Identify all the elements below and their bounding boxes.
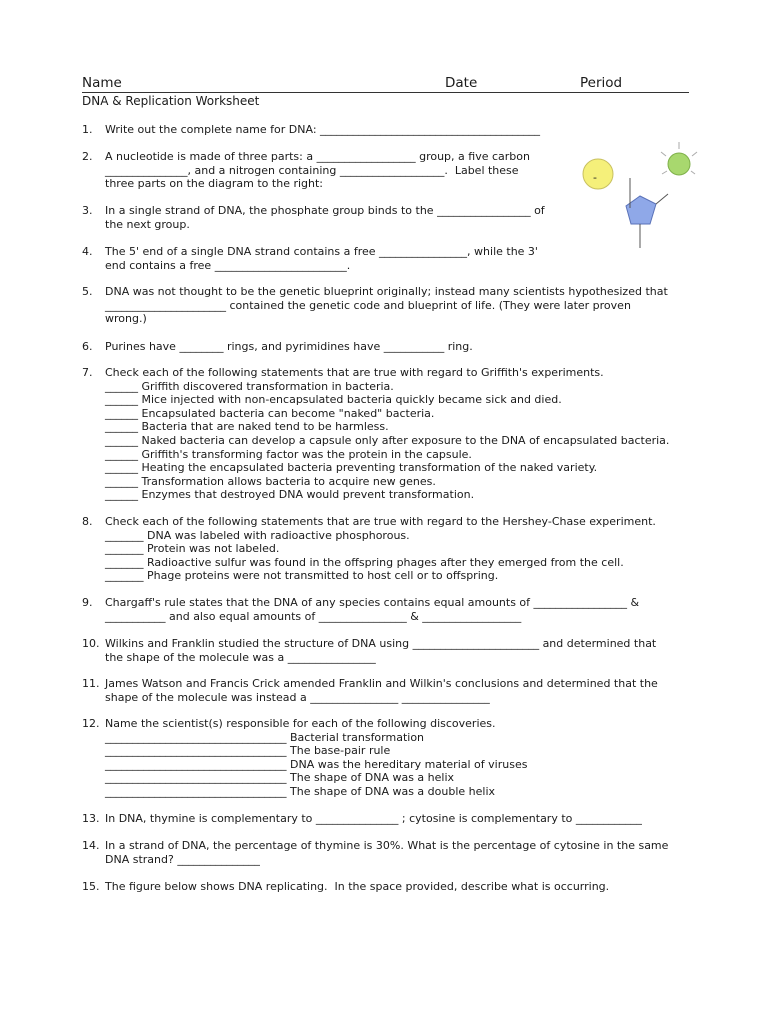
question-line: ______ Encapsulated bacteria can become "naked" bacteria. [105,406,435,420]
question-15 [82,880,609,894]
question-line: James Watson and Francis Crick amended Franklin and Wilkin's conclusions and determined that the [105,677,658,690]
question-line: ______ Mice injected with non-encapsulated bacteria quickly became sick and died. [105,393,562,407]
question-text [105,812,642,826]
question-number: 1. [82,123,93,136]
question-1 [82,123,540,137]
question-6 [82,340,473,354]
question-text [105,204,545,231]
question-line: _______ Radioactive sulfur was found in the offspring phages after they emerged from the cell. [105,555,624,569]
question-line: ______ Heating the encapsulated bacteria preventing transformation of the naked variety. [105,461,598,475]
nucleotide-diagram [582,138,702,254]
question-line: _______ Phage proteins were not transmitted to host cell or to offspring. [105,569,499,583]
question-8 [82,515,656,583]
phosphate-mark: - [593,171,597,184]
question-11 [82,677,658,704]
question-line: ______ Transformation allows bacteria to acquire new genes. [105,474,436,488]
period-label: Period [580,75,623,91]
question-line: shape of the molecule was instead a ________________ ________________ [105,690,490,704]
question-line: In DNA, thymine is complementary to _______________ ; cytosine is complementary to ____________ [105,812,642,825]
question-number: 13. [82,812,100,825]
question-line: In a single strand of DNA, the phosphate group binds to the _________________ of [105,204,545,217]
question-text [105,366,669,502]
question-number: 12. [82,717,100,730]
question-7 [82,366,669,502]
question-number: 8. [82,515,93,528]
base-circle [668,153,690,175]
question-line: A nucleotide is made of three parts: a __________________ group, a five carbon [105,150,530,163]
question-number: 9. [82,596,93,609]
phosphate-circle [583,159,613,189]
question-line: wrong.) [105,312,147,326]
question-text [105,717,527,799]
question-line: Purines have ________ rings, and pyrimidines have ___________ ring. [105,340,473,353]
question-13 [82,812,642,826]
question-line: ______ Griffith's transforming factor was the protein in the capsule. [105,447,472,461]
question-line: Name the scientist(s) responsible for each of the following discoveries. [105,717,496,730]
question-number: 10. [82,637,100,650]
question-5 [82,285,668,326]
question-line: DNA strand? _______________ [105,852,260,866]
question-line: Wilkins and Franklin studied the structure of DNA using _______________________ and determined that [105,637,657,650]
question-line: _________________________________ The base-pair rule [105,744,391,758]
question-number: 4. [82,245,93,258]
question-text [105,839,668,866]
question-line: The 5' end of a single DNA strand contains a free ________________, while the 3' [105,245,538,258]
worksheet-title: DNA & Replication Worksheet [82,94,260,108]
question-3 [82,204,545,231]
question-line: _________________________________ DNA was the hereditary material of viruses [105,757,528,771]
question-line: Write out the complete name for DNA: ________________________________________ [105,123,541,136]
question-14 [82,839,668,866]
question-number: 2. [82,150,93,163]
date-label: Date [445,75,478,91]
question-line: _________________________________ The shape of DNA was a double helix [105,784,496,798]
question-text [105,123,540,137]
question-line: ______ Enzymes that destroyed DNA would prevent transformation. [105,488,475,502]
question-text [105,515,656,583]
question-text [105,677,658,704]
question-text [105,340,473,354]
header-rule [82,92,689,93]
question-text [105,285,668,326]
question-number: 3. [82,204,93,217]
question-line: the shape of the molecule was a ________________ [105,650,376,664]
question-2 [82,150,530,191]
question-text [105,245,538,272]
question-line: _______ DNA was labeled with radioactive phosphorous. [105,528,410,542]
question-number: 5. [82,285,93,298]
question-line: ______________________ contained the genetic code and blueprint of life. (They were later proven [105,298,631,312]
question-line: end contains a free ________________________. [105,258,351,272]
question-line: In a strand of DNA, the percentage of thymine is 30%. What is the percentage of cytosine in the same [105,839,669,852]
question-text [105,637,656,664]
question-10 [82,637,656,664]
question-number: 7. [82,366,93,379]
question-line: _________________________________ Bacterial transformation [105,730,425,744]
question-text [105,150,530,191]
question-number: 11. [82,677,100,690]
question-line: ___________ and also equal amounts of ________________ & __________________ [105,609,522,623]
question-line: Chargaff's rule states that the DNA of any species contains equal amounts of _________________ & [105,596,640,609]
question-4 [82,245,538,272]
question-line: The figure below shows DNA replicating. In the space provided, describe what is occurring. [105,880,610,893]
question-line: ______ Griffith discovered transformation in bacteria. [105,379,394,393]
question-text [105,880,609,894]
question-line: three parts on the diagram to the right: [105,177,324,191]
question-line: the next group. [105,217,190,231]
name-label: Name [82,75,122,91]
question-line: Check each of the following statements that are true with regard to the Hershey-Chase experiment. [105,515,656,528]
question-line: _______ Protein was not labeled. [105,542,280,556]
question-text [105,596,639,623]
question-line: ______ Naked bacteria can develop a capsule only after exposure to the DNA of encapsulated bacteria. [105,433,670,447]
question-9 [82,596,639,623]
question-line: _________________________________ The shape of DNA was a helix [105,771,455,785]
question-number: 15. [82,880,100,893]
question-line: Check each of the following statements that are true with regard to Griffith's experiments. [105,366,604,379]
question-line: _______________, and a nitrogen containing ___________________. Label these [105,163,519,177]
question-number: 6. [82,340,93,353]
question-12 [82,717,527,799]
question-line: DNA was not thought to be the genetic blueprint originally; instead many scientists hypothesized that [105,285,668,298]
question-number: 14. [82,839,100,852]
question-line: ______ Bacteria that are naked tend to be harmless. [105,420,389,434]
